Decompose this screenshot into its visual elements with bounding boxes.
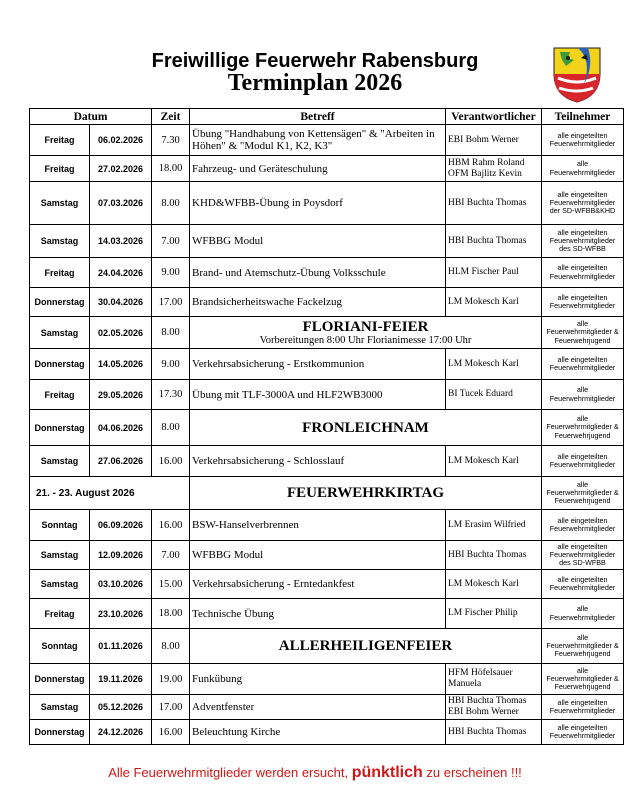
day-cell: Samstag <box>30 570 90 599</box>
participants-cell: alle Feuerwehrmitglieder & Feuerwehrjugend <box>542 664 624 695</box>
event-cell: Brand- und Atemschutz-Übung Volksschule <box>190 258 446 288</box>
participants-cell: alle eingeteilten Feuerwehrmitglieder <box>542 288 624 317</box>
date-cell: 19.11.2026 <box>90 664 152 695</box>
col-header-betreff: Betreff <box>190 109 446 125</box>
event-cell: Brandsicherheitswache Fackelzug <box>190 288 446 317</box>
schedule-table <box>29 108 624 745</box>
time-cell: 9.00 <box>152 349 190 380</box>
date-cell: 24.12.2026 <box>90 720 152 745</box>
participants-cell: alle eingeteilten Feuerwehrmitglieder <box>542 258 624 288</box>
event-cell: Technische Übung <box>190 599 446 629</box>
participants-cell: alle Feuerwehrmitglieder & Feuerwehrjugend <box>542 629 624 664</box>
day-cell: Samstag <box>30 446 90 477</box>
col-header-teilnehmer: Teilnehmer <box>542 109 624 125</box>
responsible-cell: HBI Buchta Thomas <box>446 720 542 745</box>
participants-cell: alle eingeteilten Feuerwehrmitglieder der SD-WFBB&KHD <box>542 182 624 225</box>
time-cell: 16.00 <box>152 720 190 745</box>
participants-cell: alle Feuerwehrmitglieder & Feuerwehrjugend <box>542 477 624 510</box>
responsible-cell: HBI Buchta Thomas <box>446 182 542 225</box>
footer-text-after: zu erscheinen !!! <box>422 765 522 780</box>
col-header-zeit: Zeit <box>152 109 190 125</box>
event-cell-highlight: ALLERHEILIGENFEIER <box>190 629 542 664</box>
date-cell: 14.05.2026 <box>90 349 152 380</box>
participants-cell: alle eingeteilten Feuerwehrmitglieder <box>542 349 624 380</box>
table-row <box>30 629 624 664</box>
time-cell: 7.00 <box>152 541 190 570</box>
date-cell: 29.05.2026 <box>90 380 152 410</box>
table-row <box>30 125 624 156</box>
col-header-datum: Datum <box>30 109 152 125</box>
date-range-cell: 21. - 23. August 2026 <box>30 477 190 510</box>
time-cell: 7.30 <box>152 125 190 156</box>
col-header-verantwortlicher: Verantwortlicher <box>446 109 542 125</box>
participants-cell: alle eingeteilten Feuerwehrmitglieder des SD-WFBB <box>542 225 624 258</box>
table-row <box>30 317 624 349</box>
event-cell: Verkehrsabsicherung - Erstkommunion <box>190 349 446 380</box>
event-cell: Übung mit TLF-3000A und HLF2WB3000 <box>190 380 446 410</box>
date-cell: 02.05.2026 <box>90 317 152 349</box>
time-cell: 8.00 <box>152 629 190 664</box>
day-cell: Freitag <box>30 125 90 156</box>
day-cell: Donnerstag <box>30 349 90 380</box>
participants-cell: alle Feuerwehrmitglieder & Feuerwehrjugend <box>542 317 624 349</box>
participants-cell: alle eingeteilten Feuerwehrmitglieder des SD-WFBB <box>542 541 624 570</box>
coat-of-arms-logo <box>548 44 606 104</box>
table-row <box>30 599 624 629</box>
day-cell: Freitag <box>30 380 90 410</box>
day-cell: Donnerstag <box>30 410 90 446</box>
event-cell: WFBBG Modul <box>190 541 446 570</box>
time-cell: 8.00 <box>152 410 190 446</box>
event-cell: Funkübung <box>190 664 446 695</box>
participants-cell: alle eingeteilten Feuerwehrmitglieder <box>542 695 624 720</box>
responsible-cell: HBM Rahm Roland OFM Bajlitz Kevin <box>446 156 542 182</box>
event-cell: Adventfenster <box>190 695 446 720</box>
participants-cell: alle Feuerwehrmitglieder <box>542 380 624 410</box>
time-cell: 19.00 <box>152 664 190 695</box>
participants-cell: alle eingeteilten Feuerwehrmitglieder <box>542 720 624 745</box>
responsible-cell: LM Mokesch Karl <box>446 349 542 380</box>
plan-title: Terminplan 2026 <box>227 70 403 96</box>
time-cell: 17.00 <box>152 288 190 317</box>
table-row <box>30 182 624 225</box>
time-cell: 8.00 <box>152 317 190 349</box>
footer-emphasis: pünktlich <box>351 764 423 781</box>
time-cell: 17.00 <box>152 695 190 720</box>
time-cell: 8.00 <box>152 182 190 225</box>
event-cell: BSW-Hanselverbrennen <box>190 510 446 541</box>
participants-cell: alle Feuerwehrmitglieder & Feuerwehrjugend <box>542 410 624 446</box>
responsible-cell: HLM Fischer Paul <box>446 258 542 288</box>
event-cell-highlight: FRONLEICHNAM <box>190 410 542 446</box>
date-cell: 07.03.2026 <box>90 182 152 225</box>
table-row <box>30 477 624 510</box>
day-cell: Freitag <box>30 258 90 288</box>
responsible-cell: HFM Höfelsauer Manuela <box>446 664 542 695</box>
time-cell: 7.00 <box>152 225 190 258</box>
date-cell: 06.09.2026 <box>90 510 152 541</box>
date-cell: 05.12.2026 <box>90 695 152 720</box>
day-cell: Samstag <box>30 695 90 720</box>
date-cell: 03.10.2026 <box>90 570 152 599</box>
responsible-cell: EBI Bohm Werner <box>446 125 542 156</box>
participants-cell: alle Feuerwehrmitglieder <box>542 599 624 629</box>
table-row <box>30 664 624 695</box>
participants-cell: alle eingeteilten Feuerwehrmitglieder <box>542 125 624 156</box>
responsible-cell: LM Erasim Wilfried <box>446 510 542 541</box>
table-row <box>30 720 624 745</box>
day-cell: Donnerstag <box>30 664 90 695</box>
responsible-cell: LM Mokesch Karl <box>446 288 542 317</box>
participants-cell: alle Feuerwehrmitglieder <box>542 156 624 182</box>
table-row <box>30 380 624 410</box>
time-cell: 18.00 <box>152 156 190 182</box>
day-cell: Donnerstag <box>30 720 90 745</box>
table-row <box>30 510 624 541</box>
event-subtitle: Vorbereitungen 8:00 Uhr Florianimesse 17:00 Uhr <box>259 335 472 346</box>
date-cell: 30.04.2026 <box>90 288 152 317</box>
time-cell: 15.00 <box>152 570 190 599</box>
responsible-cell: HBI Buchta Thomas EBI Bohm Werner <box>446 695 542 720</box>
date-cell: 01.11.2026 <box>90 629 152 664</box>
footer-text-before: Alle Feuerwehrmitglieder werden ersucht, <box>108 765 352 780</box>
org-title: Freiwillige Feuerwehr Rabensburg <box>151 50 479 72</box>
table-row <box>30 349 624 380</box>
event-cell: WFBBG Modul <box>190 225 446 258</box>
day-cell: Freitag <box>30 599 90 629</box>
event-title: FLORIANI-FEIER <box>302 319 429 335</box>
day-cell: Samstag <box>30 225 90 258</box>
responsible-cell: LM Mokesch Karl <box>446 446 542 477</box>
participants-cell: alle eingeteilten Feuerwehrmitglieder <box>542 446 624 477</box>
time-cell: 16.00 <box>152 510 190 541</box>
date-cell: 14.03.2026 <box>90 225 152 258</box>
responsible-cell: LM Fischer Philip <box>446 599 542 629</box>
table-row <box>30 288 624 317</box>
event-cell: Fahrzeug- und Geräteschulung <box>190 156 446 182</box>
day-cell: Sonntag <box>30 629 90 664</box>
table-row <box>30 225 624 258</box>
participants-cell: alle eingeteilten Feuerwehrmitglieder <box>542 510 624 541</box>
time-cell: 16.00 <box>152 446 190 477</box>
table-row <box>30 541 624 570</box>
time-cell: 9.00 <box>152 258 190 288</box>
event-cell-highlight <box>190 317 542 349</box>
table-row <box>30 258 624 288</box>
day-cell: Sonntag <box>30 510 90 541</box>
responsible-cell: LM Mokesch Karl <box>446 570 542 599</box>
event-cell: Übung "Handhabung von Kettensägen" & "Arbeiten in Höhen" & "Modul K1, K2, K3" <box>190 125 446 156</box>
date-cell: 27.06.2026 <box>90 446 152 477</box>
responsible-cell: BI Tucek Eduard <box>446 380 542 410</box>
footer-notice <box>0 764 630 782</box>
date-cell: 12.09.2026 <box>90 541 152 570</box>
day-cell: Samstag <box>30 317 90 349</box>
day-cell: Samstag <box>30 541 90 570</box>
day-cell: Freitag <box>30 156 90 182</box>
time-cell: 17.30 <box>152 380 190 410</box>
table-row <box>30 570 624 599</box>
date-cell: 04.06.2026 <box>90 410 152 446</box>
table-row <box>30 446 624 477</box>
event-cell: Beleuchtung Kirche <box>190 720 446 745</box>
event-cell: Verkehrsabsicherung - Schlosslauf <box>190 446 446 477</box>
table-row <box>30 156 624 182</box>
responsible-cell: HBI Buchta Thomas <box>446 225 542 258</box>
date-cell: 23.10.2026 <box>90 599 152 629</box>
date-cell: 06.02.2026 <box>90 125 152 156</box>
table-row <box>30 695 624 720</box>
day-cell: Samstag <box>30 182 90 225</box>
time-cell: 18.00 <box>152 599 190 629</box>
responsible-cell: HBI Buchta Thomas <box>446 541 542 570</box>
day-cell: Donnerstag <box>30 288 90 317</box>
event-cell: Verkehrsabsicherung - Erntedankfest <box>190 570 446 599</box>
table-row <box>30 410 624 446</box>
participants-cell: alle eingeteilten Feuerwehrmitglieder <box>542 570 624 599</box>
date-cell: 27.02.2026 <box>90 156 152 182</box>
date-cell: 24.04.2026 <box>90 258 152 288</box>
event-cell: KHD&WFBB-Übung in Poysdorf <box>190 182 446 225</box>
event-cell-highlight: FEUERWEHRKIRTAG <box>190 477 542 510</box>
